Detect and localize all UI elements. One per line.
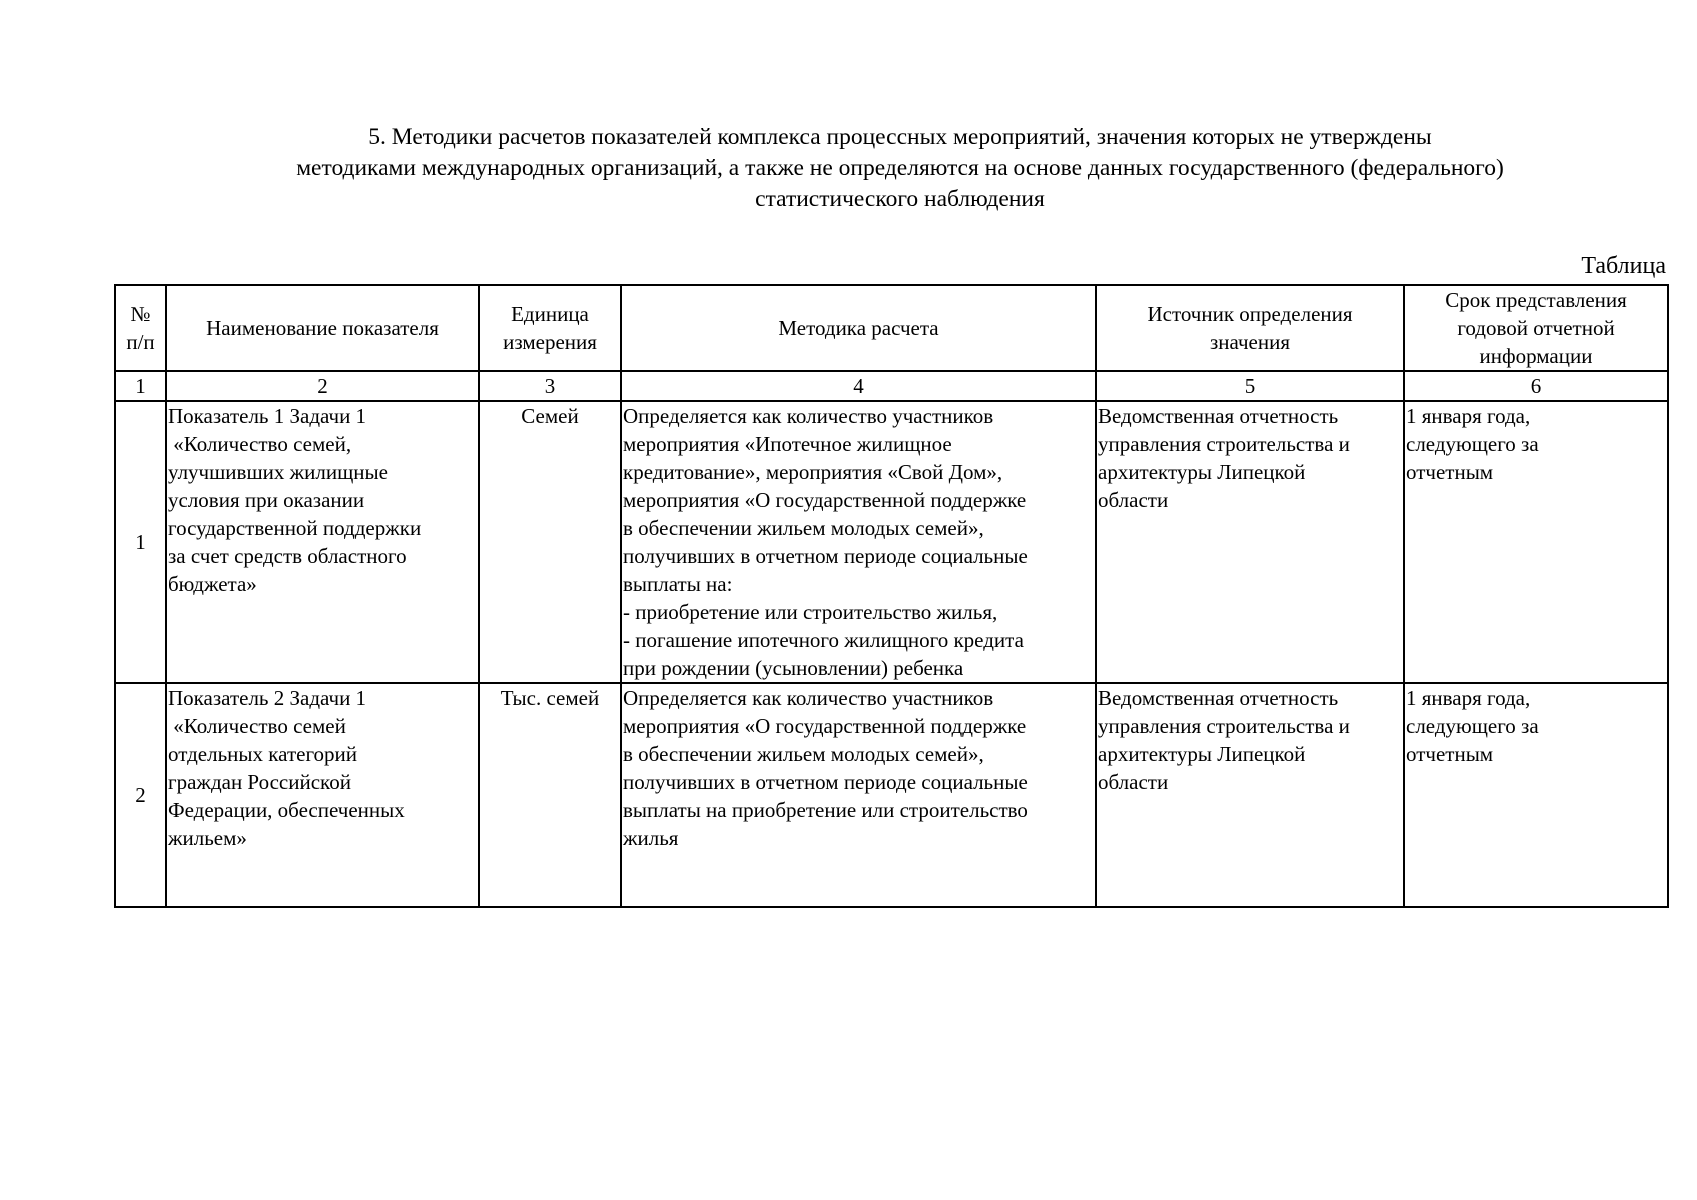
header-cell-name (166, 285, 479, 371)
cell-line: области (1098, 488, 1169, 512)
header-line: Срок представления (1445, 288, 1627, 312)
indicator-name-cell (166, 683, 479, 907)
column-number: 3 (479, 371, 621, 401)
methods-table (114, 284, 1669, 908)
cell-line: следующего за (1406, 432, 1539, 456)
cell-line: жилья (623, 826, 679, 850)
table-row (115, 401, 1668, 683)
cell-line: выплаты на: (623, 572, 733, 596)
cell-line: Определяется как количество участников (623, 404, 994, 428)
cell-line: 1 января года, (1406, 686, 1531, 710)
cell-line: «Количество семей (168, 714, 346, 738)
cell-line: архитектуры Липецкой (1098, 460, 1306, 484)
cell-line: Ведомственная отчетность (1098, 404, 1339, 428)
header-cell-method (621, 285, 1096, 371)
table-header-row (115, 285, 1668, 371)
header-cell-number (115, 285, 166, 371)
cell-line: мероприятия «Ипотечное жилищное (623, 432, 952, 456)
table-caption: Таблица (1581, 253, 1666, 279)
header-line: информации (1479, 344, 1593, 368)
row-number-cell: 2 (115, 683, 166, 907)
cell-line: мероприятия «О государственной поддержке (623, 714, 1027, 738)
page-title-line: методиками международных организаций, а также не определяются на основе данных государственного (федерального) (296, 155, 1504, 181)
cell-line: - погашение ипотечного жилищного кредита (623, 628, 1024, 652)
cell-line: получивших в отчетном периоде социальные (623, 544, 1028, 568)
column-number-row (115, 371, 1668, 401)
column-number: 4 (621, 371, 1096, 401)
source-cell (1096, 401, 1404, 683)
page-title-line: статистического наблюдения (755, 186, 1045, 212)
cell-line: Показатель 1 Задачи 1 (168, 404, 367, 428)
cell-line: управления строительства и (1098, 432, 1350, 456)
cell-line: области (1098, 770, 1169, 794)
header-line: годовой отчетной (1457, 316, 1615, 340)
method-cell (621, 401, 1096, 683)
header-cell-unit (479, 285, 621, 371)
cell-line: следующего за (1406, 714, 1539, 738)
cell-line: управления строительства и (1098, 714, 1350, 738)
header-line: Единица (511, 302, 589, 326)
cell-line: жильем» (168, 826, 247, 850)
cell-line: в обеспечении жильем молодых семей», (623, 516, 984, 540)
cell-line: мероприятия «О государственной поддержке (623, 488, 1027, 512)
row-number-cell: 1 (115, 401, 166, 683)
cell-line: кредитование», мероприятия «Свой Дом», (623, 460, 1003, 484)
column-number: 6 (1404, 371, 1668, 401)
header-cell-source (1096, 285, 1404, 371)
page-title (150, 122, 1650, 215)
column-number: 5 (1096, 371, 1404, 401)
header-cell-deadline (1404, 285, 1668, 371)
cell-line: Ведомственная отчетность (1098, 686, 1339, 710)
deadline-cell (1404, 683, 1668, 907)
cell-line: Показатель 2 Задачи 1 (168, 686, 367, 710)
cell-line: государственной поддержки (168, 516, 422, 540)
cell-line: при рождении (усыновлении) ребенка (623, 656, 964, 680)
cell-line: выплаты на приобретение или строительство (623, 798, 1028, 822)
header-line: измерения (503, 330, 597, 354)
cell-line: получивших в отчетном периоде социальные (623, 770, 1028, 794)
header-line: Источник определения (1147, 302, 1353, 326)
source-cell (1096, 683, 1404, 907)
unit-cell: Семей (479, 401, 621, 683)
cell-line: улучшивших жилищные (168, 460, 388, 484)
header-line: № (130, 302, 151, 326)
method-cell (621, 683, 1096, 907)
cell-line: Определяется как количество участников (623, 686, 994, 710)
header-line: Методика расчета (778, 316, 939, 340)
deadline-cell (1404, 401, 1668, 683)
unit-cell: Тыс. семей (479, 683, 621, 907)
cell-line: архитектуры Липецкой (1098, 742, 1306, 766)
cell-line: отчетным (1406, 460, 1494, 484)
cell-line: «Количество семей, (168, 432, 352, 456)
cell-line: Федерации, обеспеченных (168, 798, 405, 822)
header-line: Наименование показателя (206, 316, 439, 340)
column-number: 1 (115, 371, 166, 401)
cell-line: условия при оказании (168, 488, 365, 512)
cell-line: бюджета» (168, 572, 257, 596)
cell-line: - приобретение или строительство жилья, (623, 600, 998, 624)
cell-line: граждан Российской (168, 770, 351, 794)
cell-line: в обеспечении жильем молодых семей», (623, 742, 984, 766)
cell-line: отдельных категорий (168, 742, 358, 766)
page-title-line: 5. Методики расчетов показателей комплекса процессных мероприятий, значения которых не утверждены (368, 124, 1432, 150)
header-line: п/п (126, 330, 155, 354)
header-line: значения (1209, 330, 1291, 354)
indicator-name-cell (166, 401, 479, 683)
cell-line: отчетным (1406, 742, 1494, 766)
table-row (115, 683, 1668, 907)
cell-line: 1 января года, (1406, 404, 1531, 428)
column-number: 2 (166, 371, 479, 401)
cell-line: за счет средств областного (168, 544, 407, 568)
